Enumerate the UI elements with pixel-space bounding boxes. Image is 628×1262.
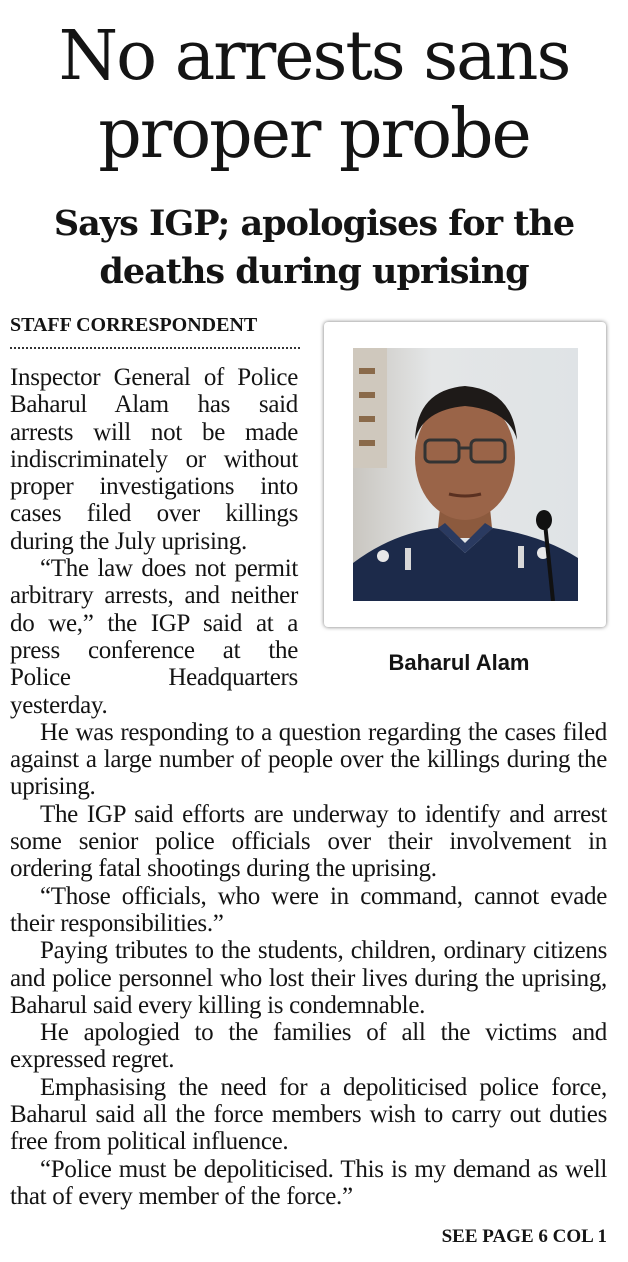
- paragraph: “Those officials, who were in command, cannot evade their responsibilities.”: [10, 882, 607, 937]
- paragraph: He was responding to a question regarding the cases filed against a large number of people over the killings during the uprising.: [10, 718, 607, 801]
- paragraph: “The law does not permit arbitrary arrests, and neither do we,” the IGP said at a press conference at the Police Headquarters yesterday.: [10, 555, 298, 719]
- headline: No arrests sans proper probe: [58, 17, 570, 174]
- byline: STAFF CORRESPONDENT: [10, 314, 258, 336]
- paragraph: Paying tributes to the students, children, ordinary citizens and police personnel who lost their lives during the uprising, Baharul said every killing is condemnable.: [10, 937, 607, 1019]
- paragraph: “Police must be depoliticised. This is my demand as well that of every member of the force.”: [10, 1155, 607, 1210]
- article-body: [10, 364, 607, 1210]
- paragraph: He apologied to the families of all the victims and expressed regret.: [10, 1019, 607, 1074]
- paragraph: Emphasising the need for a depoliticised police force, Baharul said all the force members wish to carry out duties free from political influence.: [10, 1073, 607, 1156]
- paragraph: Inspector General of Police Baharul Alam has said arrests will not be made indiscriminately or without proper investigations into cases filed over killings during the July uprising.: [10, 364, 298, 555]
- subheadline: Says IGP; apologises for the deaths during uprising: [53, 203, 575, 292]
- byline-divider: [10, 347, 300, 349]
- photo-caption: Baharul Alam: [388, 650, 530, 675]
- photo-wrap-space: [298, 364, 607, 708]
- paragraph: The IGP said efforts are underway to identify and arrest some senior police officials over their involvement in ordering fatal shootings during the uprising.: [10, 800, 607, 883]
- continuation-note: SEE PAGE 6 COL 1: [441, 1226, 607, 1247]
